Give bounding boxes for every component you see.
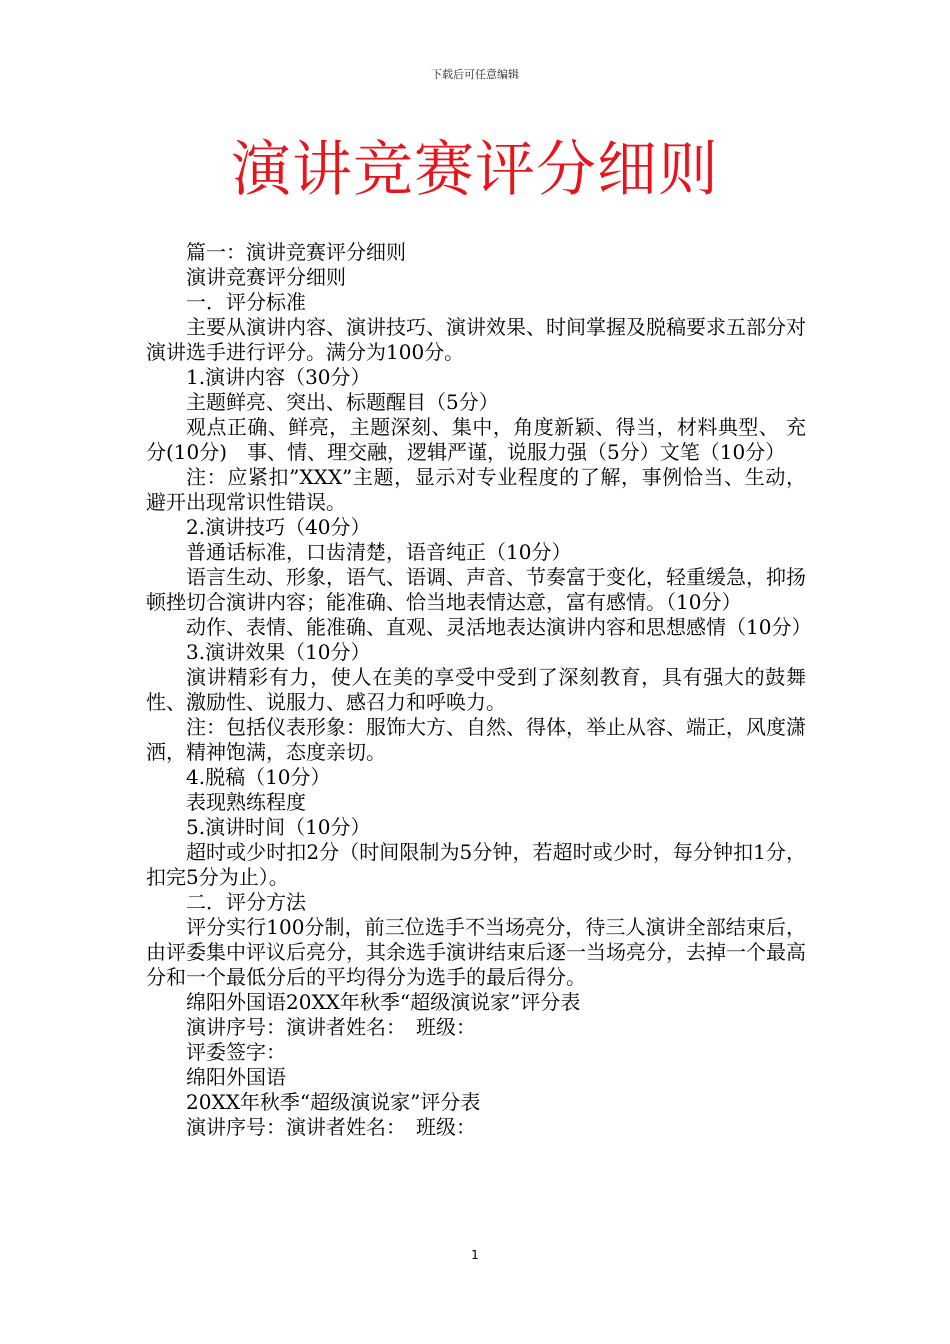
paragraph: 绵阳外国语 [186, 1065, 286, 1089]
paragraph: 主要从演讲内容、演讲技巧、演讲效果、时间掌握及脱稿要求五部分对演讲选手进行评分。满分为100分。 [146, 315, 806, 364]
page-number: 1 [471, 1248, 479, 1262]
subsection-heading: 4.脱稿（10分） [186, 765, 331, 789]
section-heading: 一．评分标准 [186, 290, 306, 314]
paragraph: 观点正确、鲜亮，主题深刻、集中，角度新颖、得当，材料典型、 充分(10分) 事、情、理交融，逻辑严谨，说服力强（5分）文笔（10分） [146, 415, 806, 464]
subsection-heading: 3.演讲效果（10分） [186, 640, 371, 664]
paragraph: 超时或少时扣2分（时间限制为5分钟，若超时或少时，每分钟扣1分，扣完5分为止）。 [146, 840, 806, 889]
section-heading: 二．评分方法 [186, 890, 306, 914]
paragraph: 20XX年秋季“超级演说家”评分表 [186, 1090, 481, 1114]
subsection-heading: 5.演讲时间（10分） [186, 815, 371, 839]
paragraph: 语言生动、形象，语气、语调、声音、节奏富于变化，轻重缓急，抑扬顿挫切合演讲内容；能准确、恰当地表情达意，富有感情。（10分） [146, 565, 806, 614]
paragraph: 注：包括仪表形象：服饰大方、自然、得体，举止从容、端正，风度潇洒，精神饱满，态度亲切。 [146, 715, 806, 764]
paragraph: 评委签字： [186, 1040, 286, 1064]
paragraph: 评分实行100分制，前三位选手不当场亮分，待三人演讲全部结束后，由评委集中评议后亮分，其余选手演讲结束后逐一当场亮分，去掉一个最高分和一个最低分后的平均得分为选手的最后得分。 [146, 915, 806, 989]
paragraph: 表现熟练程度 [186, 790, 306, 814]
paragraph: 篇一：演讲竞赛评分细则 [186, 240, 406, 264]
subsection-heading: 1.演讲内容（30分） [186, 365, 371, 389]
paragraph: 演讲精彩有力，使人在美的享受中受到了深刻教育，具有强大的鼓舞性、激励性、说服力、感召力和呼唤力。 [146, 665, 806, 714]
paragraph: 动作、表情、能准确、直观、灵活地表达演讲内容和思想感情（10分） [186, 615, 812, 639]
paragraph: 注：应紧扣”XXX”主题，显示对专业程度的了解，事例恰当、生动，避开出现常识性错误。 [146, 465, 806, 514]
document-body [146, 240, 812, 1140]
paragraph: 主题鲜亮、突出、标题醒目（5分） [186, 390, 499, 414]
paragraph: 演讲序号：演讲者姓名： 班级： [186, 1115, 476, 1139]
document-title: 演讲竞赛评分细则 [231, 135, 719, 205]
subsection-heading: 2.演讲技巧（40分） [186, 515, 371, 539]
paragraph: 演讲竞赛评分细则 [186, 265, 346, 289]
paragraph: 绵阳外国语20XX年秋季“超级演说家”评分表 [186, 990, 581, 1014]
paragraph: 演讲序号：演讲者姓名： 班级： [186, 1015, 476, 1039]
paragraph: 普通话标准，口齿清楚，语音纯正（10分） [186, 540, 572, 564]
header-note: 下载后可任意编辑 [431, 68, 519, 81]
